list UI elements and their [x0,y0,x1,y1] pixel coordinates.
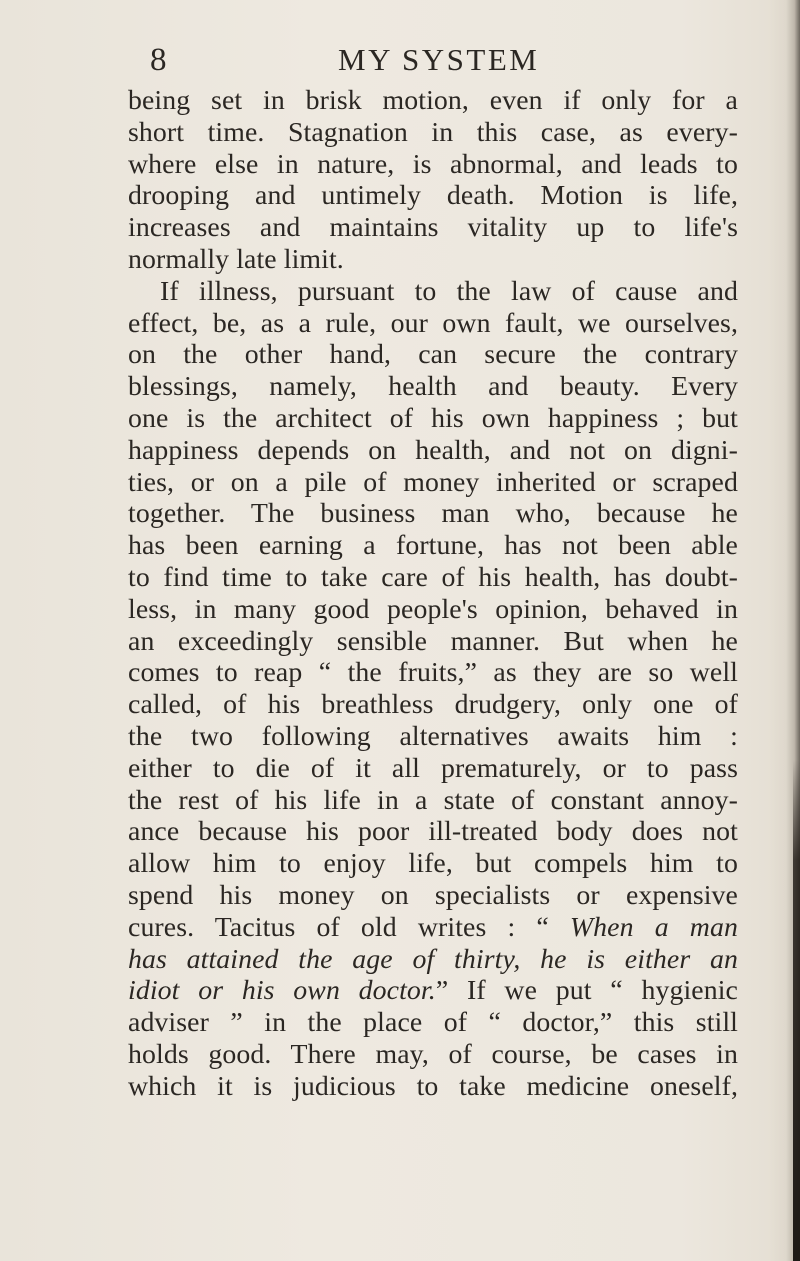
text-line: happiness depends on health, and not on digni- [128,434,738,466]
text-line: either to die of it all prematurely, or to pass [128,752,738,784]
text-line: holds good. There may, of course, be cases in [128,1038,738,1070]
text-line: allow him to enjoy life, but compels him to [128,848,738,880]
page-header [0,40,800,90]
text-run: cures. Tacitus of old writes : “ [128,911,570,943]
text-line: increases and maintains vitality up to life's [128,212,738,244]
text-line: the two following alternatives awaits him : [128,720,738,752]
quotation-italic: When a man [569,911,738,943]
text-run: ” If we put “ hygienic [435,975,738,1007]
text-line: normally late limit. [128,243,344,275]
page-number: 8 [150,42,167,78]
text-line: has been earning a fortune, has not been able [128,530,738,562]
running-head: MY SYSTEM [338,42,540,77]
text-line: drooping and untimely death. Motion is life, [128,180,738,212]
text-line: which it is judicious to take medicine oneself, [128,1070,738,1102]
text-line: called, of his breathless drudgery, only one of [128,689,738,721]
text-line: adviser ” in the place of “ doctor,” this still [128,1007,738,1039]
text-line: being set in brisk motion, even if only for a [128,85,738,116]
body-text [128,85,738,1103]
text-line [128,944,738,976]
text-line: on the other hand, can secure the contrary [128,339,738,371]
text-line: short time. Stagnation in this case, as every- [128,116,738,148]
text-line: where else in nature, is abnormal, and leads to [128,148,738,180]
quotation-italic: idiot or his own doctor. [128,975,436,1007]
binding-edge [793,760,800,1261]
text-line: ance because his poor ill-treated body does not [128,816,738,848]
text-line [128,912,738,944]
text-line: to find time to take care of his health, has doubt- [128,561,738,593]
text-line: spend his money on specialists or expensive [128,879,738,911]
text-line: one is the architect of his own happiness ; but [128,402,738,434]
quotation-italic: has attained the age of thirty, he is either an [128,943,738,975]
text-line: less, in many good people's opinion, behaved in [128,593,738,625]
text-line: If illness, pursuant to the law of cause and [160,275,738,307]
text-line: comes to reap “ the fruits,” as they are so well [128,657,738,689]
text-line: blessings, namely, health and beauty. Every [128,371,738,403]
text-line: an exceedingly sensible manner. But when he [128,625,738,657]
text-line: the rest of his life in a state of constant annoy- [128,784,738,816]
text-line: ties, or on a pile of money inherited or scraped [128,466,738,498]
text-line: effect, be, as a rule, our own fault, we ourselves, [128,307,738,339]
text-line: together. The business man who, because he [128,498,738,530]
text-line [128,975,738,1007]
